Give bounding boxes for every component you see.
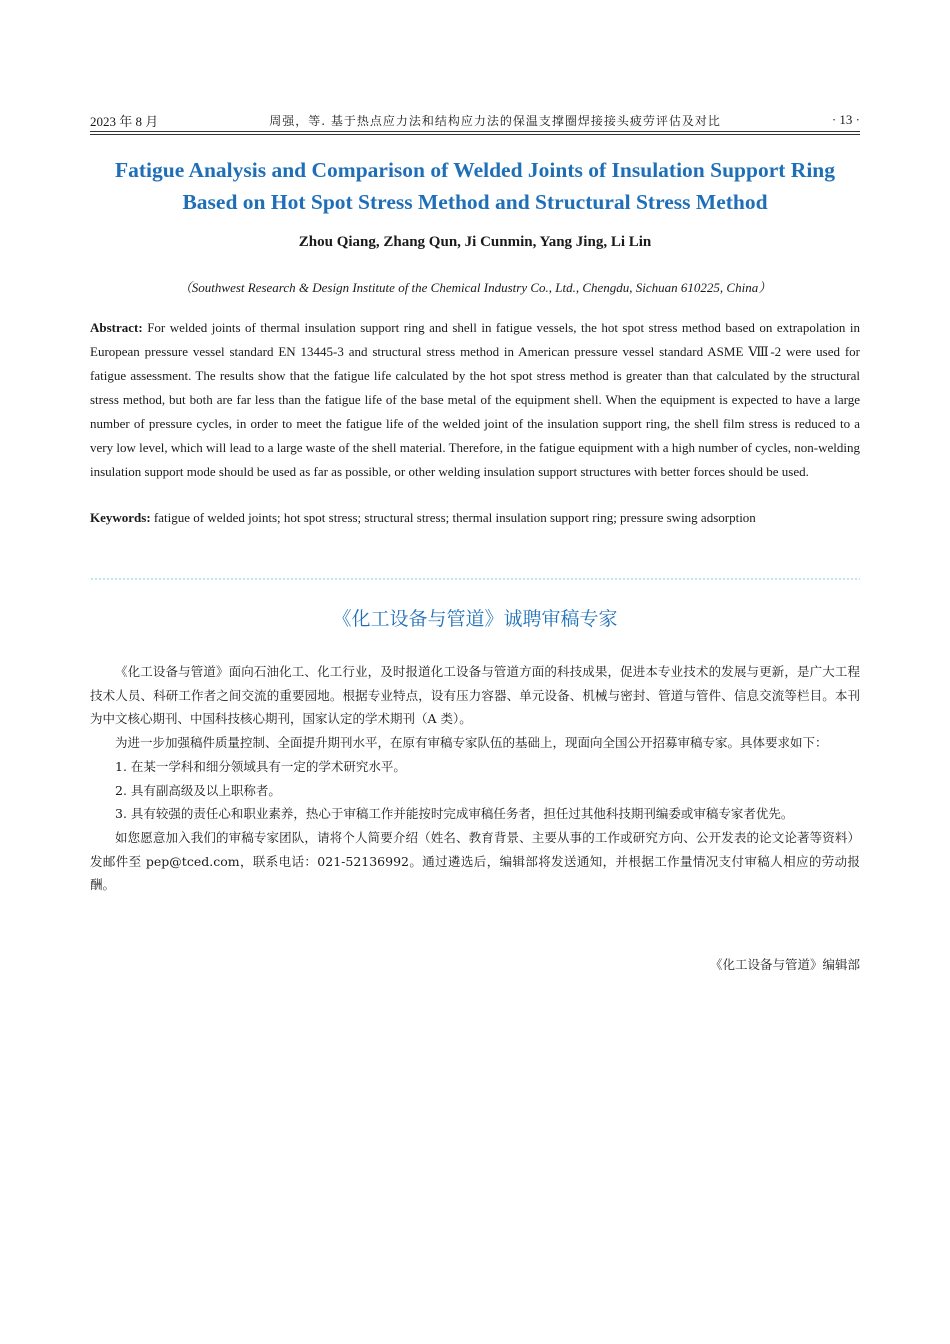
issue-date: 2023 年 8 月 [90,113,159,129]
notice-paragraph: 如您愿意加入我们的审稿专家团队，请将个人简要介绍（姓名、教育背景、主要从事的工作或研究方向、公开发表的论文论著等资料）发邮件至 pep@tced.com，联系电话：021-52136992。通过遴选后，编辑部将发送通知，并根据工作量情况支付审稿人相应的劳动报酬。 [90,829,860,893]
header-rule-top [90,131,860,132]
abstract-label: Abstract: [90,320,143,335]
running-title: 周强，等. 基于热点应力法和结构应力法的保温支撑圈焊接接头疲劳评估及对比 [269,113,721,128]
section-divider [90,577,860,581]
page-header [90,110,860,130]
notice-requirement: 1. 在某一学科和细分领域具有一定的学术研究水平。 [115,758,406,774]
notice-requirement: 3. 具有较强的责任心和职业素养，热心于审稿工作并能按时完成审稿任务者，担任过其他科技期刊编委或审稿专家者优先。 [115,806,794,822]
article-title [90,154,860,218]
affiliation: （Southwest Research & Design Institute of the Chemical Industry Co., Ltd., Chengdu, Sichuan 610225, China） [178,280,772,295]
notice-paragraph: 为进一步加强稿件质量控制、全面提升期刊水平，在原有审稿专家队伍的基础上，现面向全国公开招募审稿专家。具体要求如下： [115,735,828,751]
notice-requirement: 2. 具有副高级及以上职称者。 [115,782,281,798]
abstract-text: For welded joints of thermal insulation support ring and shell in fatigue vessels, the hot spot stress method based on extrapolation in European pressure vessel standard EN 13445-3 and structural stress method in American pressure vessel standard ASME Ⅷ-2 were used for fatigue assessment. The results show that the fatigue life calculated by the hot spot stress method is greater than that calculated by the structural stress method, but both are far less than the fatigue life of the base metal of the equipment shell. When the equipment is expected to have a large number of pressure cycles, in order to meet the fatigue life of the welded joint of the insulation support ring, the shell film stress is reduced to a very low level, which will lead to a large waste of the shell material. Therefore, in the fatigue equipment with a high number of cycles, non-welding insulation support mode should be used as far as possible, or other welding insulation support structures with better forces should be used. [90,320,861,479]
page-number: · 13 · [831,112,860,127]
notice-body [90,660,860,897]
abstract [90,316,860,484]
title-line-1: Fatigue Analysis and Comparison of Welded Joints of Insulation Support Ring [114,158,836,182]
header-rule-bottom [90,134,860,135]
notice-title: 《化工设备与管道》诚聘审稿专家 [332,608,618,630]
notice-paragraph: 《化工设备与管道》面向石油化工、化工行业，及时报道化工设备与管道方面的科技成果，促进本专业技术的发展与更新，是广大工程技术人员、科研工作者之间交流的重要园地。根据专业特点，设有压力容器、单元设备、机械与密封、管道与管件、信息交流等栏目。本刊为中文核心期刊、中国科技核心期刊，国家认定的学术期刊（A 类）。 [90,664,860,727]
notice-signature: 《化工设备与管道》编辑部 [709,957,860,972]
keywords [90,506,860,530]
keywords-text: fatigue of welded joints; hot spot stress; structural stress; thermal insulation support ring; pressure swing adsorption [153,510,756,525]
keywords-label: Keywords: [90,510,151,525]
author-list: Zhou Qiang, Zhang Qun, Ji Cunmin, Yang Jing, Li Lin [298,234,652,250]
title-line-2: Based on Hot Spot Stress Method and Structural Stress Method [182,190,768,214]
